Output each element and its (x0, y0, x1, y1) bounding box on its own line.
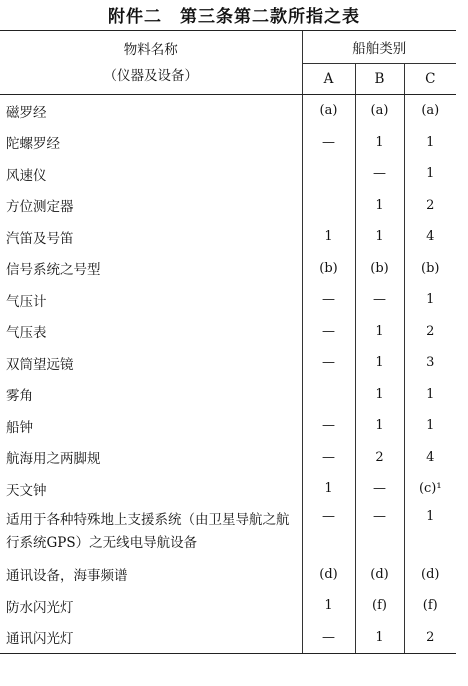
class-b-cell: — (355, 505, 404, 559)
item-name-cell: 通讯闪光灯 (0, 622, 302, 654)
class-b-cell: — (355, 284, 404, 316)
table-row (0, 410, 456, 442)
table-row (0, 190, 456, 222)
class-a-cell: (b) (302, 253, 355, 285)
header-ship-category: 船舶类别 (302, 31, 456, 64)
class-b-cell: 1 (355, 316, 404, 348)
class-b-cell: (b) (355, 253, 404, 285)
table-row (0, 221, 456, 253)
item-name-cell: 磁罗经 (6, 104, 47, 121)
class-a-cell: (a) (302, 95, 355, 127)
table-row (0, 473, 456, 505)
class-b-cell: 2 (355, 442, 404, 474)
table-row (0, 590, 456, 622)
header-col-b: B (355, 64, 404, 95)
class-a-cell (302, 379, 355, 411)
class-a-cell: 1 (302, 473, 355, 505)
class-b-cell: 1 (355, 410, 404, 442)
class-c-cell: (c)¹ (404, 473, 456, 505)
class-a-cell (302, 190, 355, 222)
item-name-cell: 气压计 (6, 293, 47, 310)
item-name-cell: 信号系统之号型 (6, 262, 101, 279)
table-row (0, 379, 456, 411)
class-b-cell: 1 (355, 379, 404, 411)
class-c-cell: 1 (404, 158, 456, 190)
class-a-cell: — (302, 347, 355, 379)
class-c-cell: 2 (404, 190, 456, 222)
class-c-cell: 1 (404, 410, 456, 442)
item-name-cell: 适用于各种特殊地上支援系统（由卫星导航之航行系统GPS）之无线电导航设备 (6, 511, 290, 551)
item-name-cell: 风速仪 (6, 167, 47, 184)
item-name-cell: 防水闪光灯 (6, 599, 74, 616)
item-name-cell: 方位测定器 (6, 199, 74, 216)
class-c-cell: 4 (404, 442, 456, 474)
class-b-cell: 1 (355, 221, 404, 253)
item-name-cell: 双筒望远镜 (6, 356, 74, 373)
table-row (0, 284, 456, 316)
class-a-cell: — (302, 505, 355, 559)
item-name-cell: 通讯设备，海事频谱 (6, 568, 128, 585)
class-c-cell: 1 (404, 379, 456, 411)
table-row (0, 158, 456, 190)
class-b-cell: 1 (355, 190, 404, 222)
document-title: 附件二 第三条第二款所指之表 (108, 7, 360, 27)
header-item-name-line1: 物料名称 (123, 41, 178, 58)
item-name-cell: 雾角 (6, 388, 33, 405)
item-name-cell: 陀螺罗经 (6, 136, 60, 153)
class-c-cell: 2 (404, 316, 456, 348)
item-name-cell: 气压表 (6, 325, 47, 342)
class-b-cell: (f) (355, 590, 404, 622)
class-a-cell: (d) (302, 559, 355, 591)
header-col-a: A (302, 64, 355, 95)
table-row (0, 505, 456, 559)
class-c-cell: 1 (404, 127, 456, 159)
table-row (0, 253, 456, 285)
class-c-cell: 3 (404, 347, 456, 379)
table-row (0, 347, 456, 379)
header-item-name-line2: （仪器及设备） (103, 67, 198, 84)
class-c-cell: 4 (404, 221, 456, 253)
table-row (0, 559, 456, 591)
class-b-cell: 1 (355, 127, 404, 159)
table-row (0, 95, 456, 127)
class-c-cell: (b) (404, 253, 456, 285)
class-a-cell: — (302, 622, 355, 654)
table-row (0, 316, 456, 348)
item-name-cell: 船钟 (6, 419, 33, 436)
table-row (0, 442, 456, 474)
item-name-cell: 汽笛及号笛 (6, 230, 74, 247)
class-a-cell: — (302, 284, 355, 316)
header-col-c: C (404, 64, 456, 95)
item-name-cell: 天文钟 (6, 482, 47, 499)
header-item-name (0, 31, 302, 95)
class-b-cell: 1 (355, 347, 404, 379)
class-a-cell: — (302, 316, 355, 348)
class-b-cell: — (355, 158, 404, 190)
class-a-cell: 1 (302, 221, 355, 253)
class-c-cell: (f) (404, 590, 456, 622)
class-c-cell: (a) (404, 95, 456, 127)
class-a-cell: 1 (302, 590, 355, 622)
class-a-cell: — (302, 127, 355, 159)
class-c-cell: 1 (404, 505, 456, 559)
table-body (0, 95, 456, 654)
class-c-cell: (d) (404, 559, 456, 591)
table-row (0, 127, 456, 159)
class-c-cell: 2 (404, 622, 456, 654)
class-b-cell: (a) (355, 95, 404, 127)
class-a-cell: — (302, 410, 355, 442)
table-row (0, 622, 456, 654)
class-b-cell: — (355, 473, 404, 505)
item-name-cell: 航海用之两脚规 (6, 451, 101, 468)
class-b-cell: (d) (355, 559, 404, 591)
class-a-cell: — (302, 442, 355, 474)
class-a-cell (302, 158, 355, 190)
equipment-table (0, 30, 456, 654)
class-b-cell: 1 (355, 622, 404, 654)
class-c-cell: 1 (404, 284, 456, 316)
